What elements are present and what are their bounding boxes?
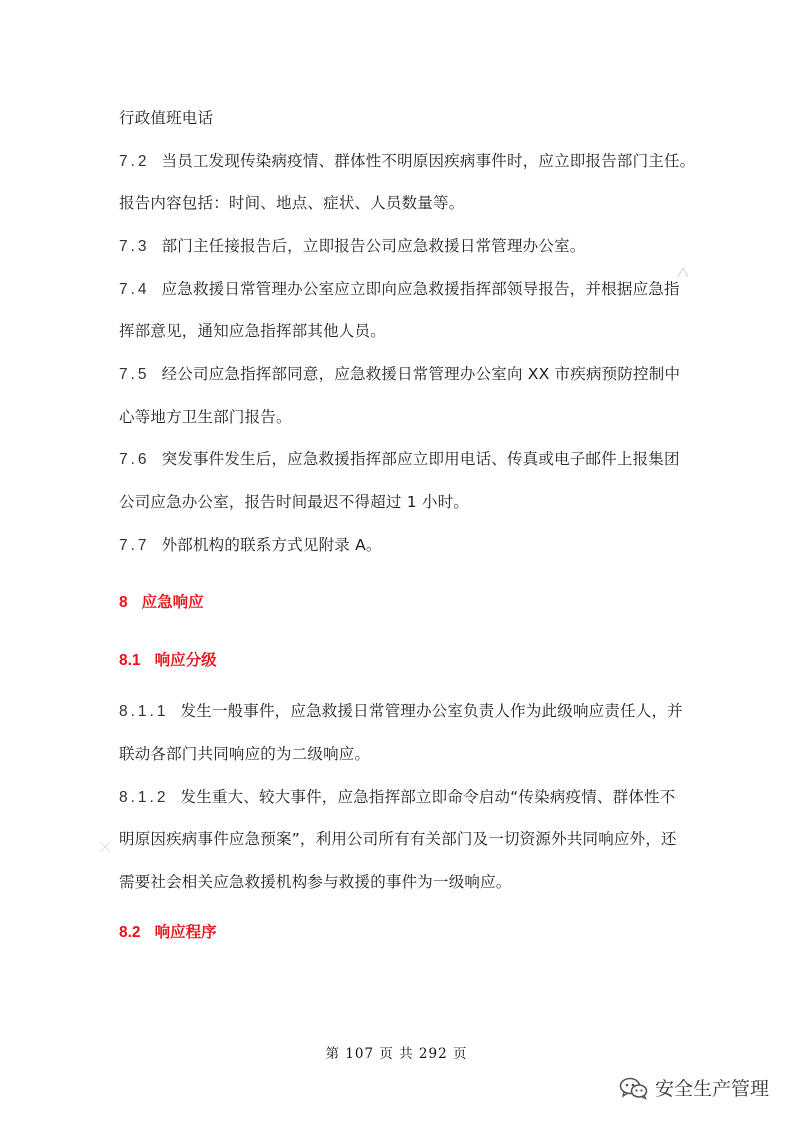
- clause-number: 7.3: [119, 238, 150, 255]
- section-8-1-1: [119, 700, 683, 723]
- line-text: 行政值班电话: [119, 109, 214, 127]
- text-line: [119, 192, 464, 214]
- line-text: 明原因疾病事件应急预案”，利用公司所有有关部门及一切资源外共同响应外，还: [119, 830, 677, 848]
- wechat-icon: [619, 1076, 649, 1100]
- section-7-3: [119, 235, 585, 258]
- line-text: 心等地方卫生部门报告。: [119, 408, 292, 426]
- clause-number: 8.1.2: [119, 789, 169, 806]
- section-7-4: [119, 278, 680, 301]
- watermark-text: 安全生产管理: [654, 1078, 769, 1100]
- line-text: 挥部意见，通知应急指挥部其他人员。: [119, 322, 386, 340]
- heading-section-8-2: [119, 921, 217, 944]
- heading-text: 应急响应: [141, 593, 204, 611]
- line-text: 报告内容包括：时间、地点、症状、人员数量等。: [119, 194, 465, 212]
- section-7-6: [119, 448, 680, 471]
- section-8-1-2: [119, 786, 675, 809]
- heading-text: 响应分级: [154, 651, 217, 669]
- heading-text: 响应程序: [154, 923, 217, 941]
- page-footer: [0, 1042, 793, 1062]
- clause-text: 发生一般事件，应急救援日常管理办公室负责人作为此级响应责任人，并: [180, 702, 683, 720]
- clause-text: 经公司应急指挥部同意，应急救援日常管理办公室向 XX 市疾病预防控制中: [161, 365, 681, 383]
- clause-text: 发生重大、较大事件，应急指挥部立即命令启动“传染病疫情、群体性不: [180, 788, 676, 806]
- clause-number: 7.5: [119, 366, 150, 383]
- line-text: 联动各部门共同响应的为二级响应。: [119, 745, 371, 763]
- clause-number: 7.6: [119, 451, 150, 468]
- clause-text: 当员工发现传染病疫情、群体性不明原因疾病事件时，应立即报告部门主任。: [161, 152, 696, 170]
- text-line: [119, 828, 677, 850]
- clause-number: 7.7: [119, 537, 150, 554]
- heading-section-8: [119, 591, 204, 614]
- clause-number: 7.2: [119, 153, 150, 170]
- heading-number: 8.1: [119, 652, 141, 669]
- clause-text: 外部机构的联系方式见附录 A。: [161, 536, 382, 554]
- clause-number: 8.1.1: [119, 703, 169, 720]
- heading-section-8-1: [119, 649, 217, 672]
- clause-text: 应急救援日常管理办公室应立即向应急救援指挥部领导报告，并根据应急指: [161, 280, 680, 298]
- line-text: 需要社会相关应急救援机构参与救援的事件为一级响应。: [119, 873, 512, 891]
- clause-text: 部门主任接报告后，立即报告公司应急救援日常管理办公室。: [161, 237, 586, 255]
- clause-text: 突发事件发生后，应急救援指挥部应立即用电话、传真或电子邮件上报集团: [161, 450, 680, 468]
- heading-number: 8.2: [119, 924, 141, 941]
- text-line: [119, 320, 386, 342]
- text-line: [119, 107, 213, 129]
- section-7-7: [119, 534, 382, 557]
- faint-stamp-icon: [98, 840, 112, 854]
- text-line: [119, 491, 469, 513]
- text-line: [119, 406, 292, 428]
- text-line: [119, 743, 370, 765]
- section-7-2: [119, 150, 695, 173]
- line-text: 公司应急办公室，报告时间最迟不得超过 1 小时。: [119, 493, 470, 511]
- heading-number: 8: [119, 594, 128, 611]
- faint-stamp-icon: [676, 265, 690, 279]
- section-7-5: [119, 363, 680, 386]
- watermark: [619, 1074, 769, 1101]
- text-line: [119, 871, 512, 893]
- clause-number: 7.4: [119, 281, 150, 298]
- page-number-label: 第 107 页 共 292 页: [325, 1046, 468, 1062]
